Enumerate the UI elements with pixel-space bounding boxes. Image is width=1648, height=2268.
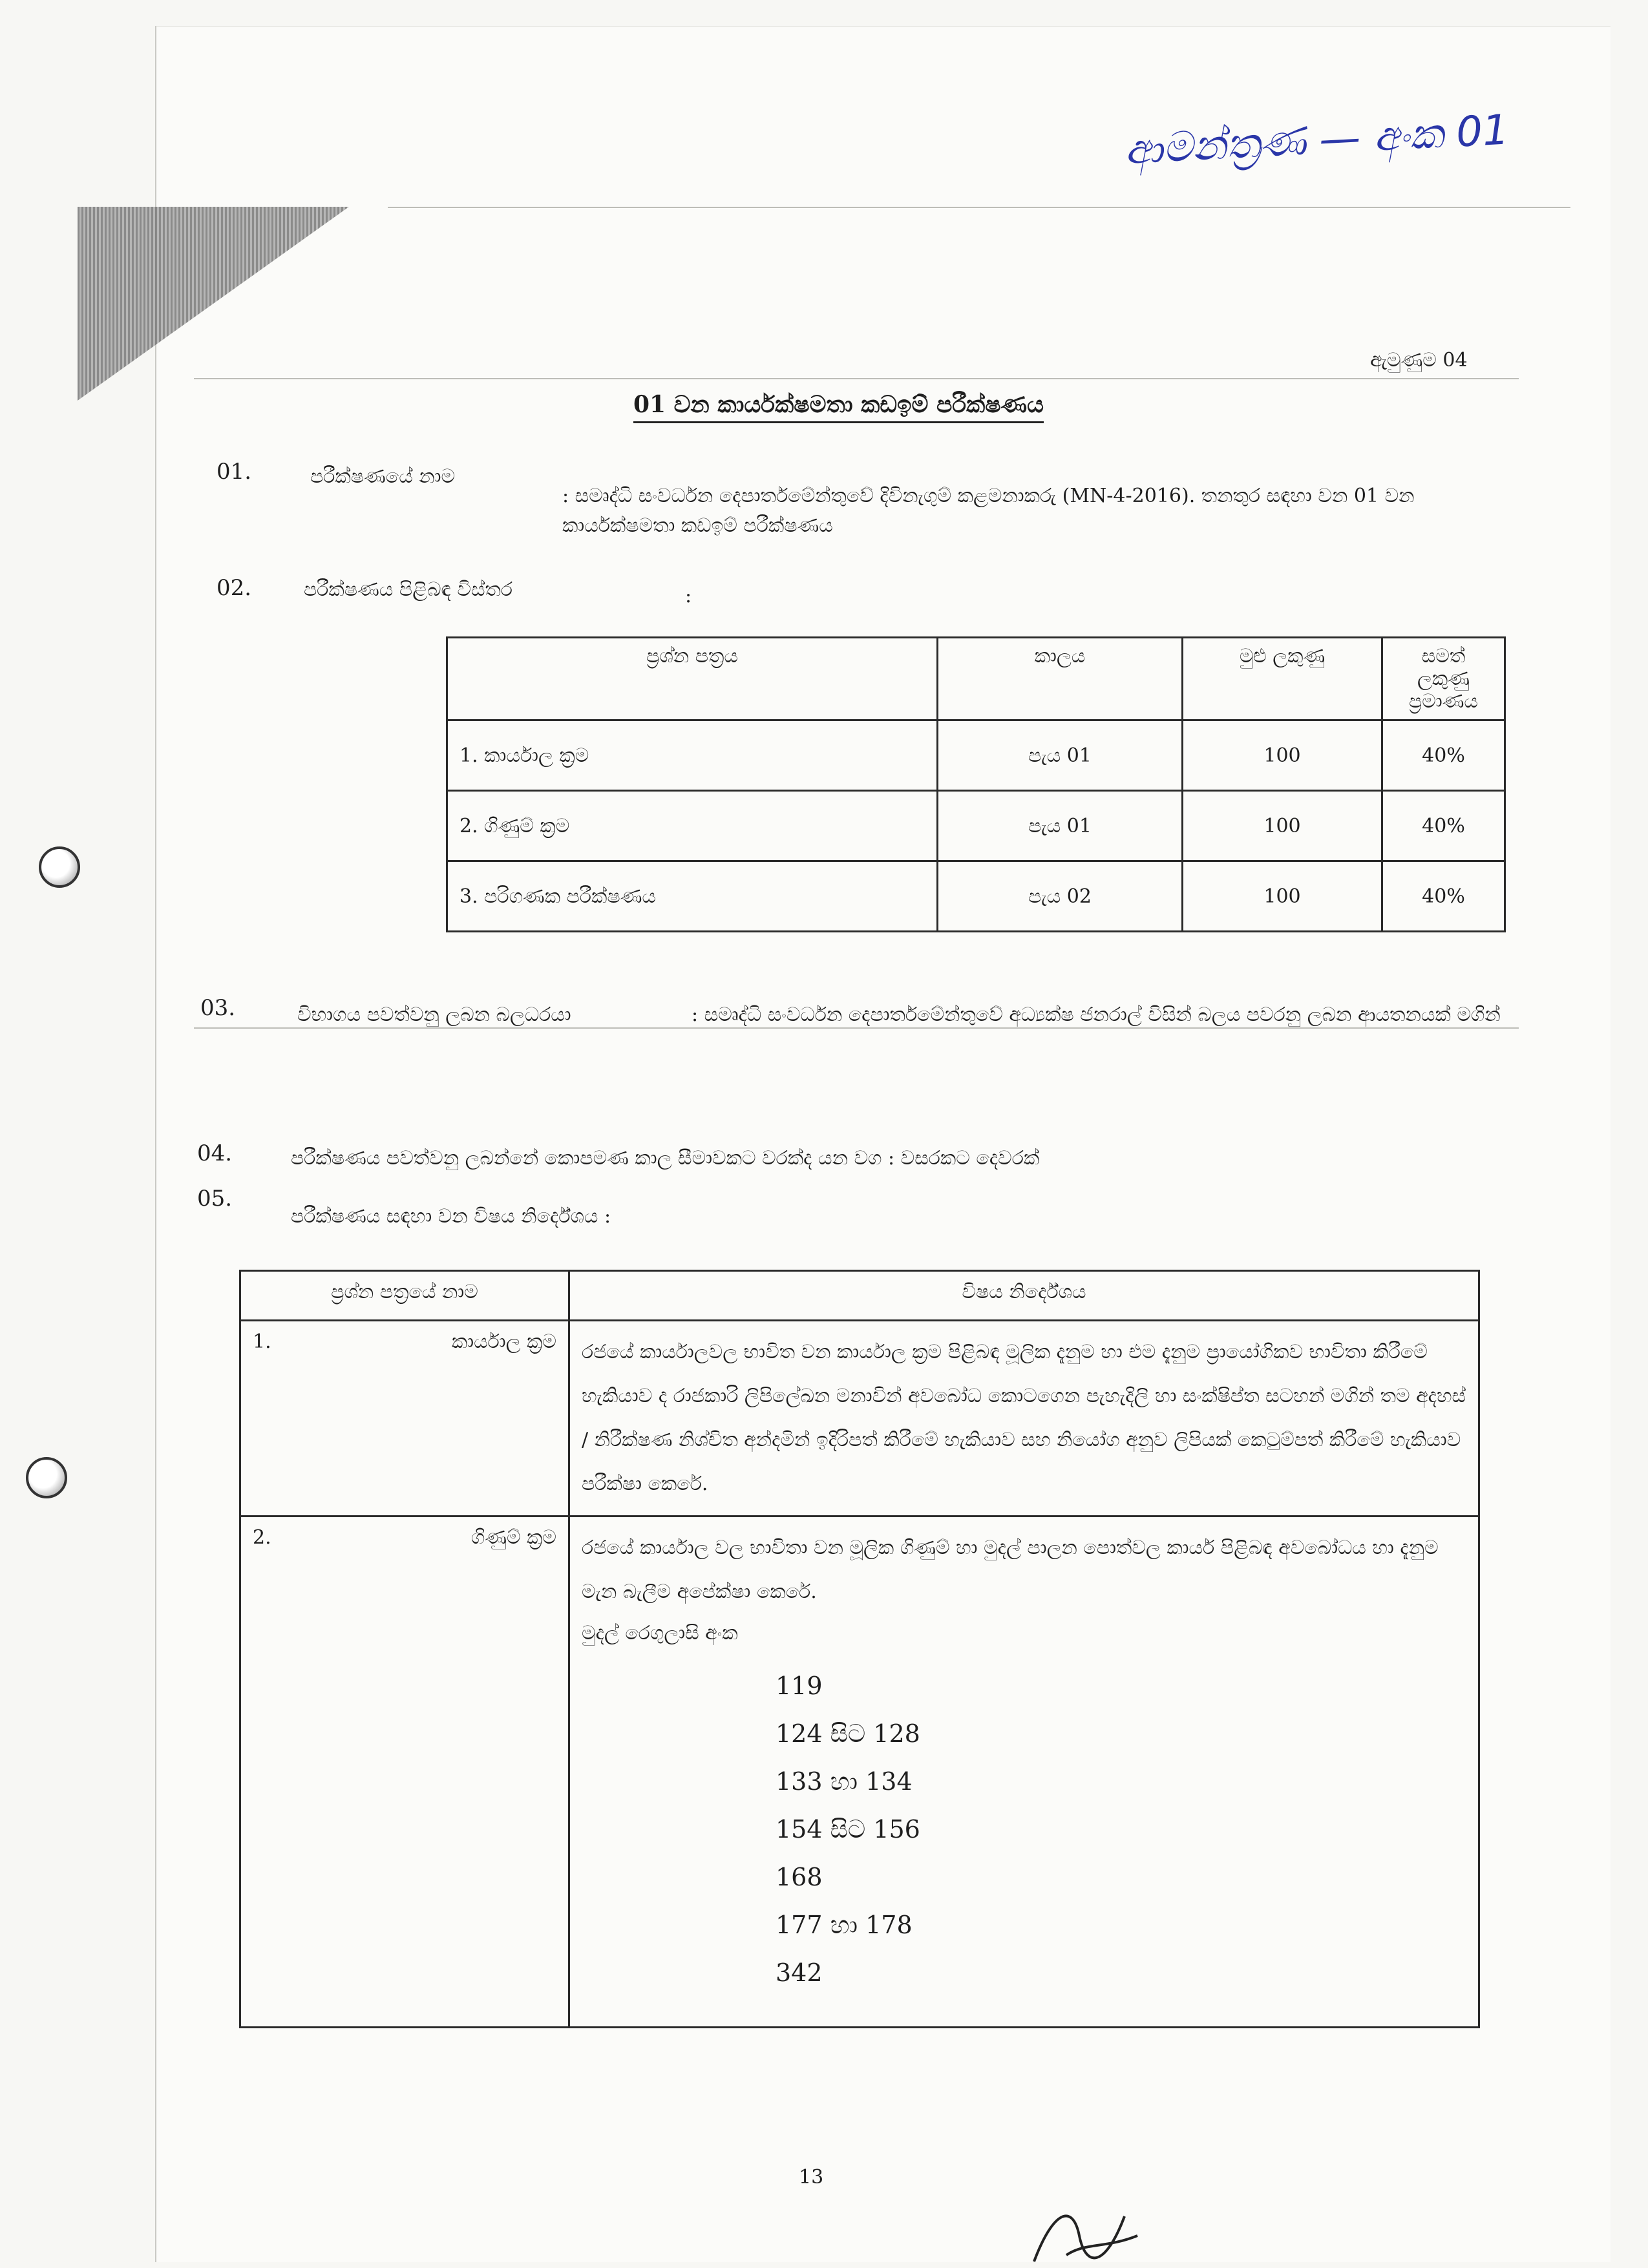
total-marks: 100 (1183, 791, 1382, 861)
handwritten-note: ආමන්ත්‍රණ — අංක 01 (1123, 106, 1510, 174)
section-number: 04. (197, 1140, 233, 1166)
column-header: සමත් ලකුණු ප්‍රමාණය (1382, 638, 1505, 720)
regulation-item: 119 (776, 1672, 823, 1700)
section-number: 02. (217, 575, 252, 601)
section-text: පරීක්ෂණය සඳහා වන විෂය නිර්දේශය : (291, 1205, 611, 1228)
pass-mark: 40% (1382, 791, 1505, 861)
bleed-through-line (194, 378, 1519, 379)
syllabus-description: රජයේ කාර්යාලවල භාවිත වන කාර්යාල ක්‍රම පිළිබඳ මූලික දැනුම හා එම දැනුම ප්‍රායෝගිකව භාවිතා කිරීමේ හැකියාව ද රාජකාරි ලිපිලේඛන මනාවින් අවබෝධ කොටගෙන පැහැදිලි හා සංක්ෂිප්ත සටහන් මගින් තම අදහස් / නිරීක්ෂණ නිශ්චිත අන්දමින් ඉදිරිපත් කිරීමේ හැකියාව සහ නියෝග අනුව ලිපියක් කෙටුම්පත් කිරීමේ හැකියාව පරීක්ෂා කෙරේ. (569, 1321, 1479, 1517)
paper-name: කාර්යාල ක්‍රම (451, 1330, 556, 1353)
page-title: 01 වන කාර්යක්ෂමතා කඩඉම් පරීක්ෂණය (633, 391, 1044, 423)
syllabus-description: රජයේ කාර්යාල වල භාවිතා වන මූලික ගිණුම් හා මුදල් පාලන පොත්වල කාර්ය පිළිබඳ අවබෝධය හා දැනුම මැන බැලීම අපේක්ෂා කෙරේ. (582, 1537, 1439, 1603)
paper-cell (240, 1321, 569, 1517)
punch-hole (26, 1457, 67, 1498)
row-number: 2. (253, 1526, 271, 1549)
section-number: 01. (217, 459, 252, 485)
section-text: : සමෘද්ධි සංවර්ධන දෙපාර්තමේන්තුවේ දිවිනැගුම් කළමනාකරු (MN-4-2016). තනතුර සඳහා වන 01 වන කාර්යක්ෂමතා කඩඉම් පරීක්ෂණය (562, 485, 1415, 537)
paper-name: 3. පරිගණක පරීක්ෂණය (447, 861, 938, 932)
table-row (240, 1517, 1479, 2028)
page-number: 13 (799, 2166, 824, 2189)
regulation-label: මුදල් රෙගුලාසි අංක (582, 1622, 738, 1644)
section-number: 03. (200, 995, 236, 1021)
signature-mark (1028, 2197, 1144, 2268)
regulation-item: 154 සිට 156 (776, 1815, 920, 1843)
paper-name: ගිණුම් ක්‍රම (470, 1526, 556, 1549)
paper-name: 1. කාර්යාල ක්‍රම (447, 720, 938, 791)
pass-mark: 40% (1382, 720, 1505, 791)
bleed-through-line (388, 207, 1570, 208)
column-header: කාලය (938, 638, 1183, 720)
section-number: 05. (197, 1186, 233, 1212)
table-row (447, 861, 1505, 932)
regulation-list (776, 1662, 1466, 1997)
section-text: : සමෘද්ධි සංවර්ධන දෙපාර්තමේන්තුවේ අධ්‍යක්ෂ ජනරාල් විසින් බලය පවරනු ලබන ආයතනයක් මගින් (692, 1003, 1501, 1026)
total-marks: 100 (1183, 720, 1382, 791)
annex-reference: ඇමුණුම 04 (1370, 349, 1468, 372)
duration: පැය 01 (938, 791, 1183, 861)
total-marks: 100 (1183, 861, 1382, 932)
section-label: පරීක්ෂණය පිළිබඳ විස්තර (304, 578, 513, 601)
pass-mark: 40% (1382, 861, 1505, 932)
regulation-item: 177 හා 178 (776, 1911, 913, 1939)
column-header: ප්‍රශ්න පත්‍රයේ නාම (240, 1271, 569, 1321)
table-row (447, 791, 1505, 861)
table-row (447, 720, 1505, 791)
section-text: පරීක්ෂණය පවත්වනු ලබන්නේ කොපමණ කාල සීමාවකට වරක්ද යන වග : වසරකට දෙවරක් (291, 1147, 1040, 1170)
column-header: විෂය නිර්දේශය (569, 1271, 1479, 1321)
column-header: මුළු ලකුණු (1183, 638, 1382, 720)
duration: පැය 01 (938, 720, 1183, 791)
syllabus-table (239, 1270, 1480, 2028)
duration: පැය 02 (938, 861, 1183, 932)
regulation-item: 168 (776, 1863, 823, 1891)
table-header-row (447, 638, 1505, 720)
syllabus-cell (569, 1517, 1479, 2028)
exam-details-table (446, 636, 1506, 932)
table-header-row (240, 1271, 1479, 1321)
regulation-item: 133 හා 134 (776, 1767, 913, 1796)
section-label: විභාගය පවත්වනු ලබන බලධරයා (297, 1003, 571, 1026)
row-number: 1. (253, 1330, 271, 1353)
punch-hole (39, 846, 80, 888)
table-row (240, 1321, 1479, 1517)
section-text: : (685, 585, 692, 607)
column-header: ප්‍රශ්න පත්‍රය (447, 638, 938, 720)
section-label: පරීක්ෂණයේ නාම (310, 465, 456, 488)
regulation-item: 342 (776, 1958, 823, 1987)
regulation-item: 124 සිට 128 (776, 1719, 920, 1748)
paper-cell (240, 1517, 569, 2028)
paper-name: 2. ගිණුම් ක්‍රම (447, 791, 938, 861)
